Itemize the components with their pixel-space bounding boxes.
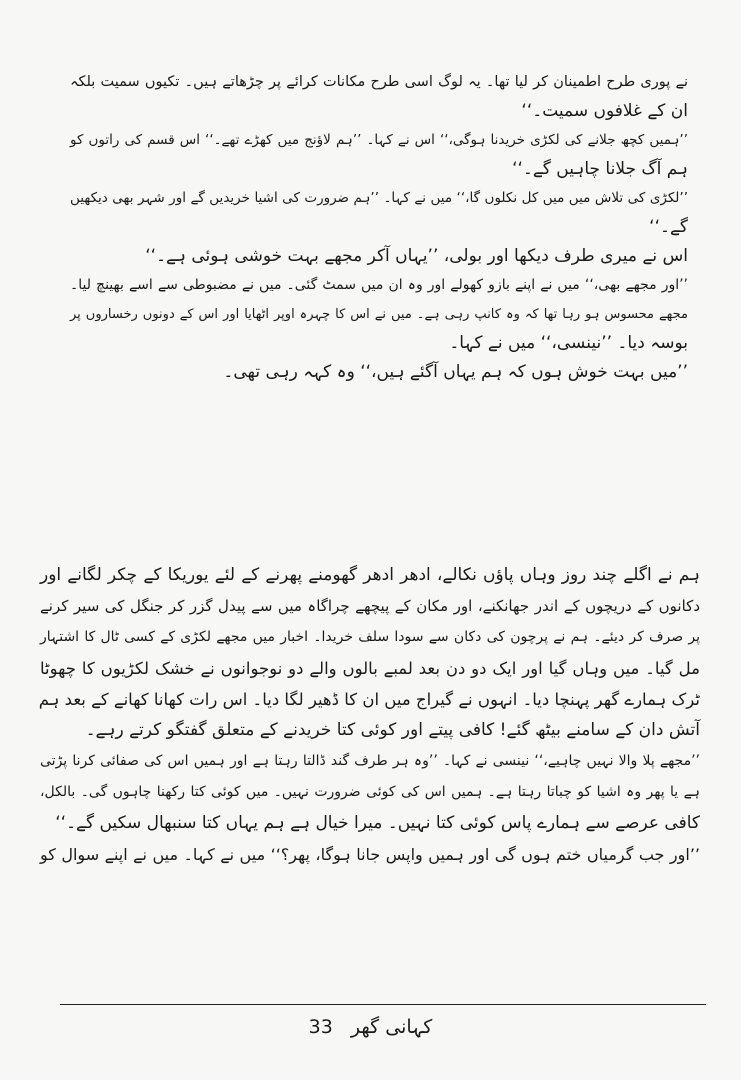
paragraph-line: ہم نے اگلے چند روز وہاں پاؤں نکالے، ادھر ادھر گھومنے پھرنے کے لئے یوریکا کے چکر لگانے اور	[40, 565, 700, 585]
paragraph-line: آتش دان کے سامنے بیٹھ گئے! کافی پیتے اور کوئی کتا خریدنے کے متعلق گفتگو کرتے رہے۔	[85, 720, 700, 740]
paragraph-line: گے۔‘‘	[649, 217, 688, 237]
paragraph-line: ’’مجھے پلا والا نہیں چاہیے،‘‘ نینسی نے کہا۔ ’’وہ ہر طرف گند ڈالتا رہتا ہے اور ہمیں اس کی صفائی کرنا پڑتی	[40, 753, 700, 769]
paragraph-line: ہے یا پھر وہ اشیا کو چباتا رہتا ہے۔ ہمیں اس کی کوئی ضرورت نہیں۔ میں کوئی کتا رکھنا چاہوں گی۔ بالکل،	[40, 784, 700, 800]
paragraph-line: ان کے غلافوں سمیت۔‘‘	[521, 101, 688, 121]
paragraph-line: مجھے محسوس ہو رہا تھا کہ وہ کانپ رہی ہے۔ میں نے اس کا چہرہ اوپر اٹھایا اور اس کے دونوں رخساروں پر	[70, 307, 688, 322]
paragraph-line: ’’اور جب گرمیاں ختم ہوں گی اور ہمیں واپس جانا ہوگا، پھر؟‘‘ میں نے کہا۔ میں نے اپنے سوال کو	[40, 845, 700, 864]
paragraph-line: مل گیا۔ میں وہاں گیا اور ایک دو دن بعد لمبے بالوں والے دو نوجوانوں نے خشک لکڑیوں کا چھوٹا	[40, 659, 700, 678]
paragraph-line: دکانوں کے دریچوں کے اندر جھانکنے، اور مکان کے پیچھے چراگاہ میں سے پیدل گزر کر جنگل کی سیر کرنے	[40, 597, 700, 615]
paragraph-line: اس نے میری طرف دیکھا اور بولی، ’’یہاں آکر مجھے بہت خوشی ہوئی ہے۔‘‘	[145, 246, 688, 266]
paragraph-line: نے پوری طرح اطمینان کر لیا تھا۔ یہ لوگ اسی طرح مکانات کرائے پر چڑھاتے ہیں۔ تکیوں سمیت بلکہ	[70, 74, 688, 90]
text-block-upper	[70, 68, 688, 387]
paragraph-line: ’’لکڑی کی تلاش میں میں کل نکلوں گا،‘‘ میں نے کہا۔ ’’ہم ضرورت کی اشیا خریدیں گے اور شہر بھی دیکھیں	[70, 190, 688, 206]
footer-divider	[60, 1004, 706, 1005]
paragraph-line: ٹرک ہمارے گھر پہنچا دیا۔ انہوں نے گیراج میں ان کا ڈھیر لگا دیا۔ اس رات کھانا کھانے کے بعد ہم	[38, 690, 700, 709]
paragraph-line: ’’اور مجھے بھی،‘‘ میں نے اپنے بازو کھولے اور وہ ان میں سمٹ گئی۔ میں نے مضبوطی سے اسے بھینچ لیا۔	[70, 277, 688, 293]
paragraph-line: بوسہ دیا۔ ’’نینسی،‘‘ میں نے کہا۔	[449, 333, 688, 353]
page-number: 33	[308, 1016, 333, 1038]
paragraph-line: ’’ہمیں کچھ جلانے کی لکڑی خریدنا ہوگی،‘‘ اس نے کہا۔ ’’ہم لاؤنج میں کھڑے تھے۔‘‘ اس قسم کی راتوں کو	[70, 132, 688, 148]
text-block-lower	[40, 560, 700, 870]
paragraph-line: ہم آگ جلانا چاہیں گے۔‘‘	[512, 159, 688, 179]
paragraph-line: کافی عرصے سے ہمارے پاس کوئی کتا نہیں۔ میرا خیال ہے ہم یہاں کتا سنبھال سکیں گے۔‘‘	[55, 813, 700, 833]
paragraph-line: ’’میں بہت خوش ہوں کہ ہم یہاں آگئے ہیں،‘‘ وہ کہہ رہی تھی۔	[223, 362, 688, 382]
magazine-title: کہانی گھر	[350, 1016, 433, 1038]
page-footer	[0, 1016, 741, 1038]
paragraph-line: پر صرف کر دیئے۔ ہم نے پرچون کی دکان سے سودا سلف خریدا۔ اخبار میں مجھے لکڑی کے کسی ٹال کا اشتہار	[40, 629, 700, 645]
